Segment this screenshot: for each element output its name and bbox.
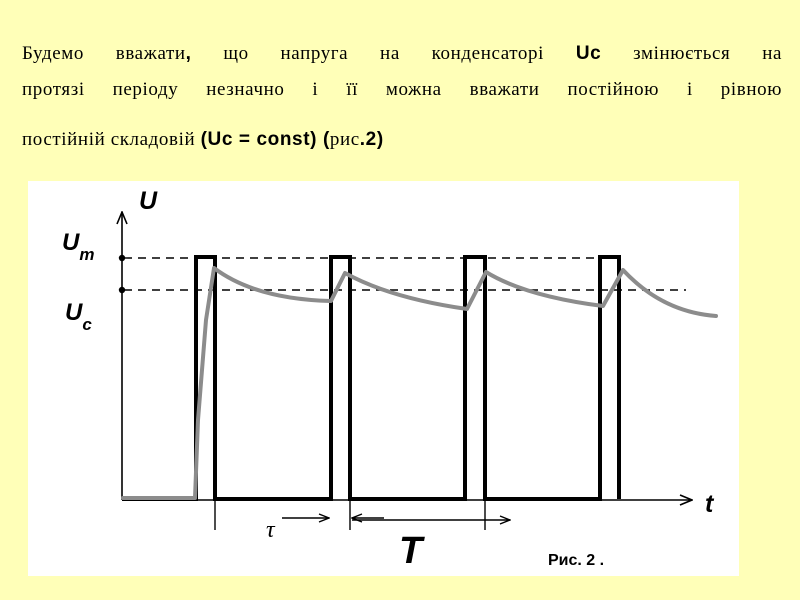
capacitor-voltage-curve [123,268,716,498]
text-comma: , [185,43,192,64]
period-label: T [399,530,423,572]
x-axis-label: t [705,490,714,518]
text-segment: Будемо вважати [22,43,186,64]
uc-symbol: Uc [575,43,602,64]
text-segment: змінюється на [601,43,782,64]
um-dot [119,255,125,261]
figure-caption: Рис. 2 . [548,552,605,569]
uc-label: $U_c$ [65,299,92,334]
um-label: $U_m$ [62,229,95,264]
figure-number: .2) [359,129,384,150]
text-segment: постійній складовій [22,129,201,150]
uc-dot [119,287,125,293]
text-segment: що напруга на конденсаторі [191,43,576,64]
paragraph-line-2: протязі періоду незначно і її можна вважати постійною і рівною [22,79,782,100]
y-axis-label: U [139,187,158,215]
figure-reference: рис [329,129,360,150]
tau-label: τ [266,517,275,543]
formula-text: (Uc = const) ( [200,129,330,150]
